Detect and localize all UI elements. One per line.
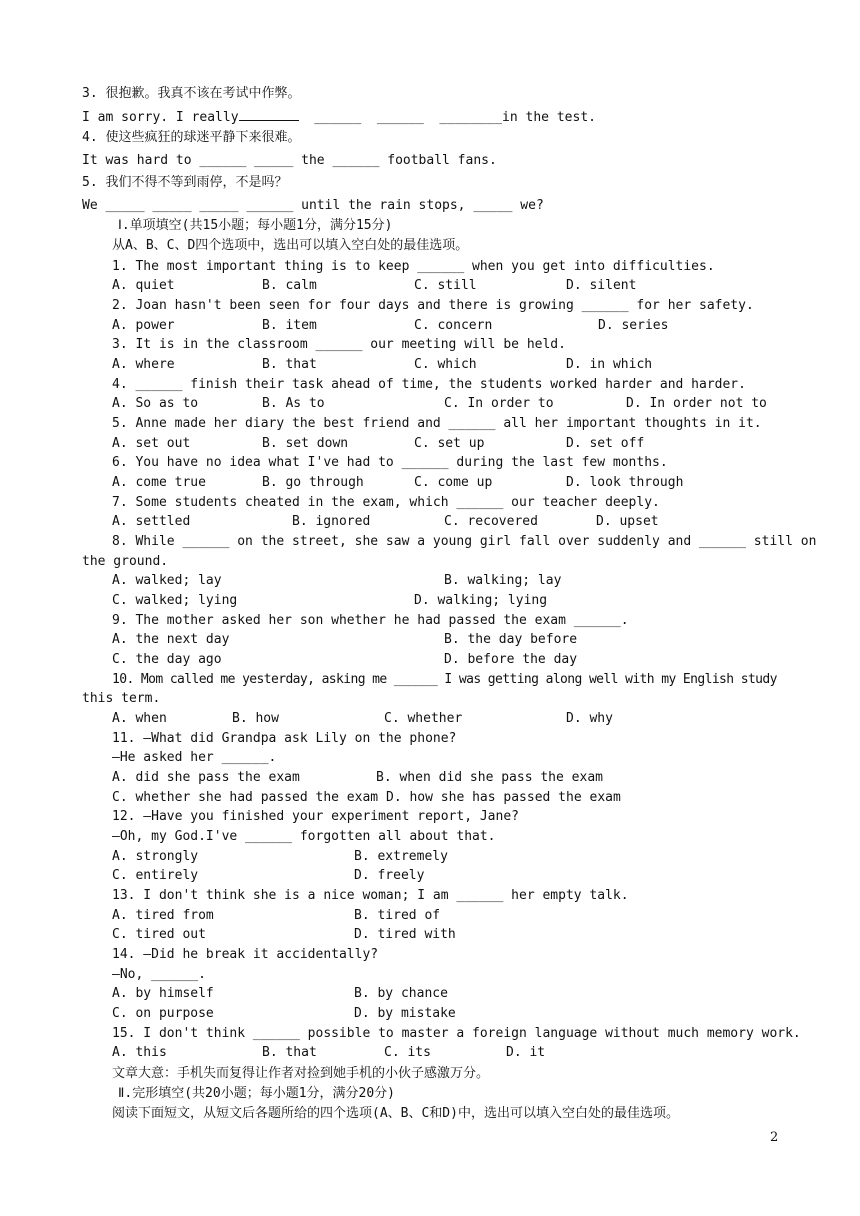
q3-english-suffix: in the test. [502, 110, 596, 125]
question-6-option-c: C. come up [414, 475, 493, 490]
question-6-option-b: B. go through [262, 475, 364, 490]
question-15-option-d: D. it [506, 1045, 546, 1060]
question-9-option-c: C. the day ago [112, 652, 222, 667]
question-14-option-d: D. by mistake [354, 1006, 456, 1021]
question-10-stem: 10. Mom called me yesterday, asking me ______ I was getting along well with my English study [112, 672, 777, 687]
question-13-option-c: C. tired out [112, 927, 206, 942]
question-11-option-c: C. whether she had passed the exam [112, 790, 379, 805]
question-5-option-b: B. set down [262, 436, 349, 451]
question-2-stem: 2. Joan hasn't been seen for four days and there is growing ______ for her safety. [112, 298, 754, 313]
question-14-stem: 14. —Did he break it accidentally? [112, 947, 379, 962]
question-8-option-d: D. walking; lying [414, 593, 548, 608]
question-2-option-d: D. series [598, 318, 669, 333]
question-1-option-b: B. calm [262, 278, 317, 293]
question-8-option-c: C. walked; lying [112, 593, 238, 608]
section2-instruction: 阅读下面短文，从短文后各题所给的四个选项(A、B、C和D)中，选出可以填入空白处的最佳选项。 [112, 1106, 679, 1121]
question-2-option-b: B. item [262, 318, 317, 333]
question-11-option-d: D. how she has passed the exam [386, 790, 621, 805]
section2-heading: Ⅱ.完形填空(共20小题；每小题1分，满分20分) [118, 1086, 396, 1101]
question-6-stem: 6. You have no idea what I've had to ______ during the last few months. [112, 455, 668, 470]
question-5-option-a: A. set out [112, 436, 191, 451]
translation-q3-chinese: 3. 很抱歉。我真不该在考试中作弊。 [82, 86, 301, 101]
page-number: 2 [770, 1130, 779, 1145]
question-3-stem: 3. It is in the classroom ______ our meeting will be held. [112, 337, 566, 352]
question-12-response: —Oh, my God.I've ______ forgotten all about that. [112, 829, 496, 844]
question-14-option-c: C. on purpose [112, 1006, 214, 1021]
question-11-response: —He asked her ______. [112, 750, 277, 765]
question-8-option-b: B. walking; lay [444, 573, 562, 588]
translation-q5-chinese: 5. 我们不得不等到雨停，不是吗？ [82, 175, 288, 190]
question-5-option-d: D. set off [566, 436, 645, 451]
question-3-option-c: C. which [414, 357, 477, 372]
translation-q4-chinese: 4. 使这些疯狂的球迷平静下来很难。 [82, 130, 301, 145]
q3-english-prefix: I am sorry. I really [82, 110, 239, 125]
question-7-option-d: D. upset [596, 514, 659, 529]
question-12-option-b: B. extremely [354, 849, 448, 864]
question-1-stem: 1. The most important thing is to keep ______ when you get into difficulties. [112, 259, 715, 274]
question-11-stem: 11. —What did Grandpa ask Lily on the phone? [112, 731, 457, 746]
question-15-option-c: C. its [384, 1045, 431, 1060]
question-12-option-a: A. strongly [112, 849, 199, 864]
question-13-option-a: A. tired from [112, 908, 214, 923]
question-6-option-d: D. look through [566, 475, 684, 490]
question-10-option-a: A. when [112, 711, 167, 726]
question-9-option-d: D. before the day [444, 652, 578, 667]
question-2-option-c: C. concern [414, 318, 493, 333]
question-12-option-c: C. entirely [112, 868, 199, 883]
question-14-option-b: B. by chance [354, 986, 448, 1001]
question-15-option-a: A. this [112, 1045, 167, 1060]
question-15-option-b: B. that [262, 1045, 317, 1060]
question-4-option-b: B. As to [262, 396, 325, 411]
question-13-stem: 13. I don't think she is a nice woman; I am ______ her empty talk. [112, 888, 629, 903]
question-9-stem: 9. The mother asked her son whether he had passed the exam ______. [112, 613, 629, 628]
question-10-option-b: B. how [232, 711, 279, 726]
question-8-stem-continued: the ground. [82, 554, 169, 569]
question-11-option-a: A. did she pass the exam [112, 770, 300, 785]
question-11-option-b: B. when did she pass the exam [376, 770, 603, 785]
question-13-option-d: D. tired with [354, 927, 456, 942]
blank-line [239, 106, 299, 121]
question-10-stem-continued: this term. [82, 691, 161, 706]
question-5-stem: 5. Anne made her diary the best friend and ______ all her important thoughts in it. [112, 416, 762, 431]
question-8-option-a: A. walked; lay [112, 573, 222, 588]
question-13-option-b: B. tired of [354, 908, 441, 923]
question-10-option-d: D. why [566, 711, 613, 726]
translation-q5-english: We _____ _____ _____ ______ until the rain stops, _____ we? [82, 198, 544, 213]
question-7-option-a: A. settled [112, 514, 191, 529]
question-14-option-a: A. by himself [112, 986, 214, 1001]
section1-instruction: 从A、B、C、D四个选项中，选出可以填入空白处的最佳选项。 [112, 238, 469, 253]
question-8-stem: 8. While ______ on the street, she saw a young girl fall over suddenly and ______ still on [112, 534, 817, 549]
question-3-option-a: A. where [112, 357, 175, 372]
question-15-stem: 15. I don't think ______ possible to master a foreign language without much memory work. [112, 1026, 801, 1041]
question-2-option-a: A. power [112, 318, 175, 333]
section1-heading: Ⅰ.单项填空(共15小题；每小题1分，满分15分) [118, 218, 393, 233]
translation-q3-english: I am sorry. I really ______ ______ ________in the test. [82, 106, 596, 126]
question-3-option-b: B. that [262, 357, 317, 372]
question-7-option-c: C. recovered [444, 514, 538, 529]
question-10-option-c: C. whether [384, 711, 463, 726]
question-4-stem: 4. ______ finish their task ahead of time, the students worked harder and harder. [112, 377, 746, 392]
question-7-option-b: B. ignored [292, 514, 371, 529]
question-4-option-a: A. So as to [112, 396, 199, 411]
question-12-stem: 12. —Have you finished your experiment report, Jane? [112, 809, 519, 824]
question-14-response: —No, ______. [112, 967, 206, 982]
translation-q4-english: It was hard to ______ _____ the ______ football fans. [82, 153, 497, 168]
question-6-option-a: A. come true [112, 475, 206, 490]
question-1-option-d: D. silent [566, 278, 637, 293]
question-1-option-c: C. still [414, 278, 477, 293]
question-7-stem: 7. Some students cheated in the exam, which ______ our teacher deeply. [112, 495, 660, 510]
question-9-option-a: A. the next day [112, 632, 230, 647]
question-4-option-d: D. In order not to [626, 396, 767, 411]
question-5-option-c: C. set up [414, 436, 485, 451]
question-9-option-b: B. the day before [444, 632, 578, 647]
question-1-option-a: A. quiet [112, 278, 175, 293]
passage-summary: 文章大意：手机失而复得让作者对捡到她手机的小伙子感激万分。 [112, 1066, 490, 1081]
question-3-option-d: D. in which [566, 357, 653, 372]
question-12-option-d: D. freely [354, 868, 425, 883]
question-4-option-c: C. In order to [444, 396, 554, 411]
